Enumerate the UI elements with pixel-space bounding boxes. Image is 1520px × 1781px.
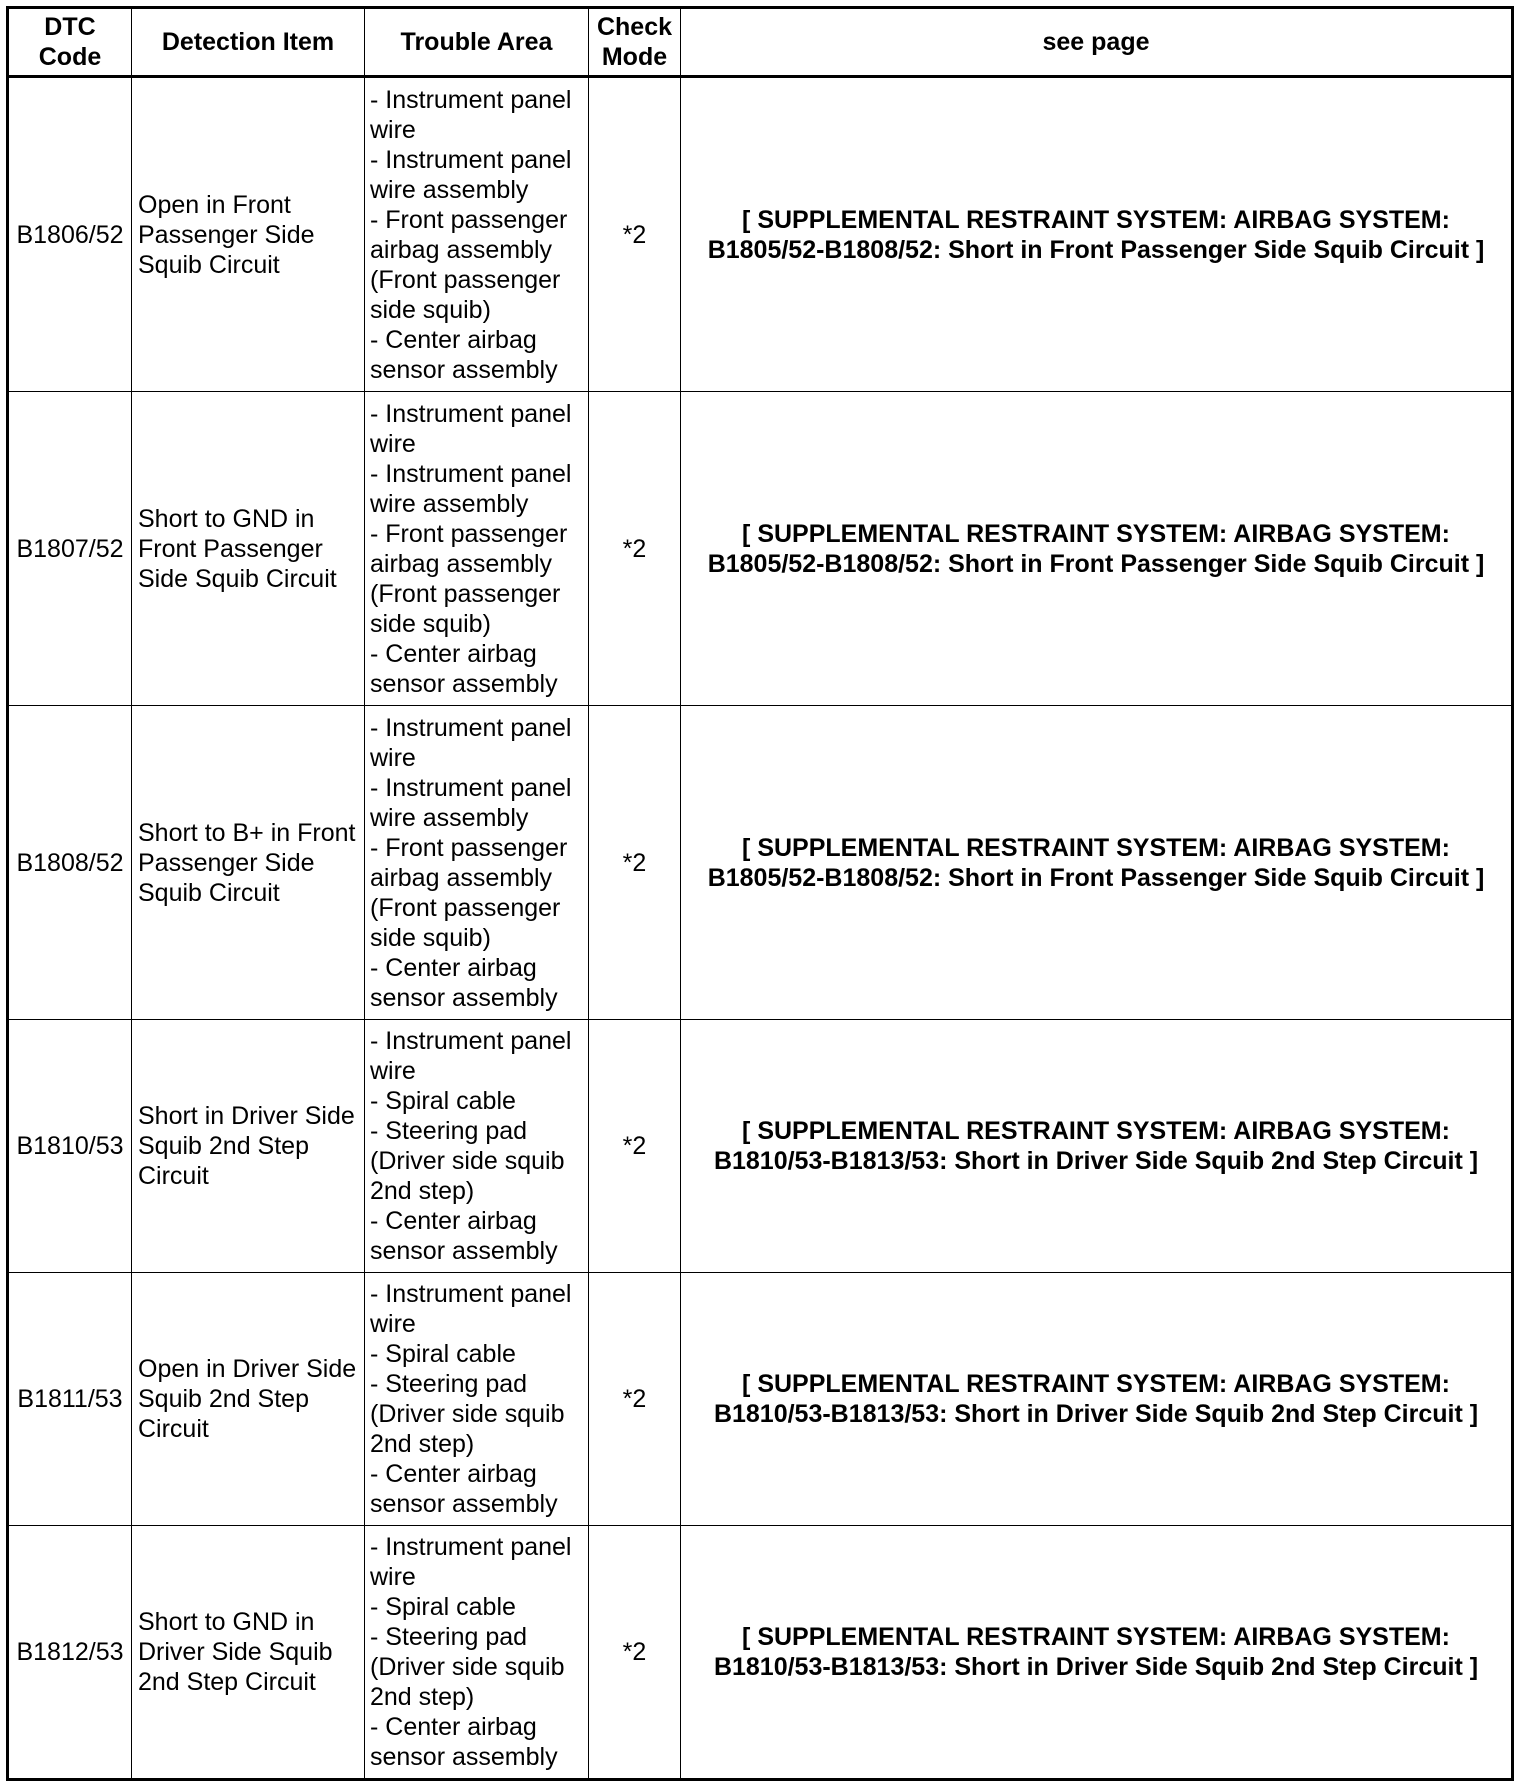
see-page-line: [ SUPPLEMENTAL RESTRAINT SYSTEM: AIRBAG SYSTEM: <box>742 1117 1450 1145</box>
trouble-area-item: - Front passenger airbag assembly (Front passenger side squib) <box>370 833 568 952</box>
trouble-area-item: - Steering pad (Driver side squib 2nd step) <box>370 1370 565 1458</box>
detection-item-cell: Open in Driver Side Squib 2nd Step Circuit <box>132 1273 365 1526</box>
trouble-area-item: - Instrument panel wire assembly <box>370 459 572 518</box>
see-page-link[interactable] <box>681 1273 1513 1526</box>
check-mode-cell: *2 <box>589 1526 681 1780</box>
dtc-code-cell: B1810/53 <box>8 1020 132 1273</box>
dtc-code-cell: B1808/52 <box>8 706 132 1020</box>
check-mode-cell: *2 <box>589 392 681 706</box>
see-page-link[interactable] <box>681 1020 1513 1273</box>
see-page-line: B1810/53-B1813/53: Short in Driver Side Squib 2nd Step Circuit ] <box>713 1653 1479 1681</box>
trouble-area-item: - Center airbag sensor assembly <box>370 1713 558 1771</box>
trouble-area-item: - Steering pad (Driver side squib 2nd step) <box>370 1623 565 1711</box>
see-page-link[interactable] <box>681 392 1513 706</box>
dtc-code-cell: B1811/53 <box>8 1273 132 1526</box>
dtc-table <box>6 6 1514 1781</box>
header-row <box>8 8 1513 77</box>
trouble-area-cell <box>365 1526 589 1780</box>
trouble-area-cell <box>365 706 589 1020</box>
header-trouble-area: Trouble Area <box>365 8 589 77</box>
see-page-line: [ SUPPLEMENTAL RESTRAINT SYSTEM: AIRBAG SYSTEM: <box>742 1623 1450 1651</box>
see-page-line: [ SUPPLEMENTAL RESTRAINT SYSTEM: AIRBAG SYSTEM: <box>742 205 1450 234</box>
trouble-area-item: - Center airbag sensor assembly <box>370 1460 558 1518</box>
trouble-area-item: - Instrument panel wire <box>370 713 572 772</box>
see-page-link[interactable] <box>681 706 1513 1020</box>
header-see-page: see page <box>681 8 1513 77</box>
table-row <box>8 1273 1513 1526</box>
trouble-area-item: - Center airbag sensor assembly <box>370 953 558 1012</box>
trouble-area-item: - Instrument panel wire <box>370 85 572 144</box>
check-mode-cell: *2 <box>589 1020 681 1273</box>
header-detection-item: Detection Item <box>132 8 365 77</box>
trouble-area-item: - Instrument panel wire assembly <box>370 145 572 204</box>
see-page-line: B1805/52-B1808/52: Short in Front Passenger Side Squib Circuit ] <box>707 235 1485 264</box>
trouble-area-item: - Spiral cable <box>370 1593 516 1621</box>
table-row <box>8 1526 1513 1780</box>
trouble-area-item: - Instrument panel wire <box>370 1027 572 1085</box>
trouble-area-item: - Steering pad (Driver side squib 2nd step) <box>370 1117 565 1205</box>
dtc-code-cell: B1807/52 <box>8 392 132 706</box>
detection-item-cell: Short to GND in Front Passenger Side Squib Circuit <box>132 392 365 706</box>
trouble-area-item: - Instrument panel wire <box>370 399 572 458</box>
trouble-area-cell <box>365 1020 589 1273</box>
detection-item-cell: Short to B+ in Front Passenger Side Squib Circuit <box>132 706 365 1020</box>
detection-item-cell: Open in Front Passenger Side Squib Circuit <box>132 77 365 392</box>
see-page-link[interactable] <box>681 77 1513 392</box>
detection-item-cell: Short in Driver Side Squib 2nd Step Circuit <box>132 1020 365 1273</box>
table-row <box>8 77 1513 392</box>
trouble-area-item: - Center airbag sensor assembly <box>370 639 558 698</box>
trouble-area-item: - Center airbag sensor assembly <box>370 1207 558 1265</box>
header-dtc-code: DTC Code <box>8 8 132 77</box>
table-row <box>8 392 1513 706</box>
check-mode-cell: *2 <box>589 706 681 1020</box>
see-page-line: B1805/52-B1808/52: Short in Front Passenger Side Squib Circuit ] <box>707 863 1485 892</box>
header-check-mode: Check Mode <box>589 8 681 77</box>
see-page-line: [ SUPPLEMENTAL RESTRAINT SYSTEM: AIRBAG SYSTEM: <box>742 833 1450 862</box>
table-row <box>8 1020 1513 1273</box>
table-row <box>8 706 1513 1020</box>
dtc-code-cell: B1812/53 <box>8 1526 132 1780</box>
see-page-line: B1805/52-B1808/52: Short in Front Passenger Side Squib Circuit ] <box>707 549 1485 578</box>
trouble-area-item: - Instrument panel wire <box>370 1533 572 1591</box>
see-page-line: B1810/53-B1813/53: Short in Driver Side Squib 2nd Step Circuit ] <box>713 1400 1479 1428</box>
dtc-code-cell: B1806/52 <box>8 77 132 392</box>
trouble-area-cell <box>365 1273 589 1526</box>
trouble-area-item: - Spiral cable <box>370 1087 516 1115</box>
trouble-area-item: - Front passenger airbag assembly (Front passenger side squib) <box>370 519 568 638</box>
trouble-area-item: - Center airbag sensor assembly <box>370 325 558 384</box>
trouble-area-item: - Spiral cable <box>370 1340 516 1368</box>
see-page-link[interactable] <box>681 1526 1513 1780</box>
see-page-line: [ SUPPLEMENTAL RESTRAINT SYSTEM: AIRBAG SYSTEM: <box>742 1370 1450 1398</box>
trouble-area-item: - Instrument panel wire assembly <box>370 773 572 832</box>
trouble-area-item: - Front passenger airbag assembly (Front passenger side squib) <box>370 205 568 324</box>
table-body <box>8 77 1513 1780</box>
see-page-line: B1810/53-B1813/53: Short in Driver Side Squib 2nd Step Circuit ] <box>713 1147 1479 1175</box>
check-mode-cell: *2 <box>589 1273 681 1526</box>
see-page-line: [ SUPPLEMENTAL RESTRAINT SYSTEM: AIRBAG SYSTEM: <box>742 519 1450 548</box>
table-header <box>8 8 1513 77</box>
detection-item-cell: Short to GND in Driver Side Squib 2nd Step Circuit <box>132 1526 365 1780</box>
trouble-area-cell <box>365 392 589 706</box>
check-mode-cell: *2 <box>589 77 681 392</box>
trouble-area-cell <box>365 77 589 392</box>
trouble-area-item: - Instrument panel wire <box>370 1280 572 1338</box>
